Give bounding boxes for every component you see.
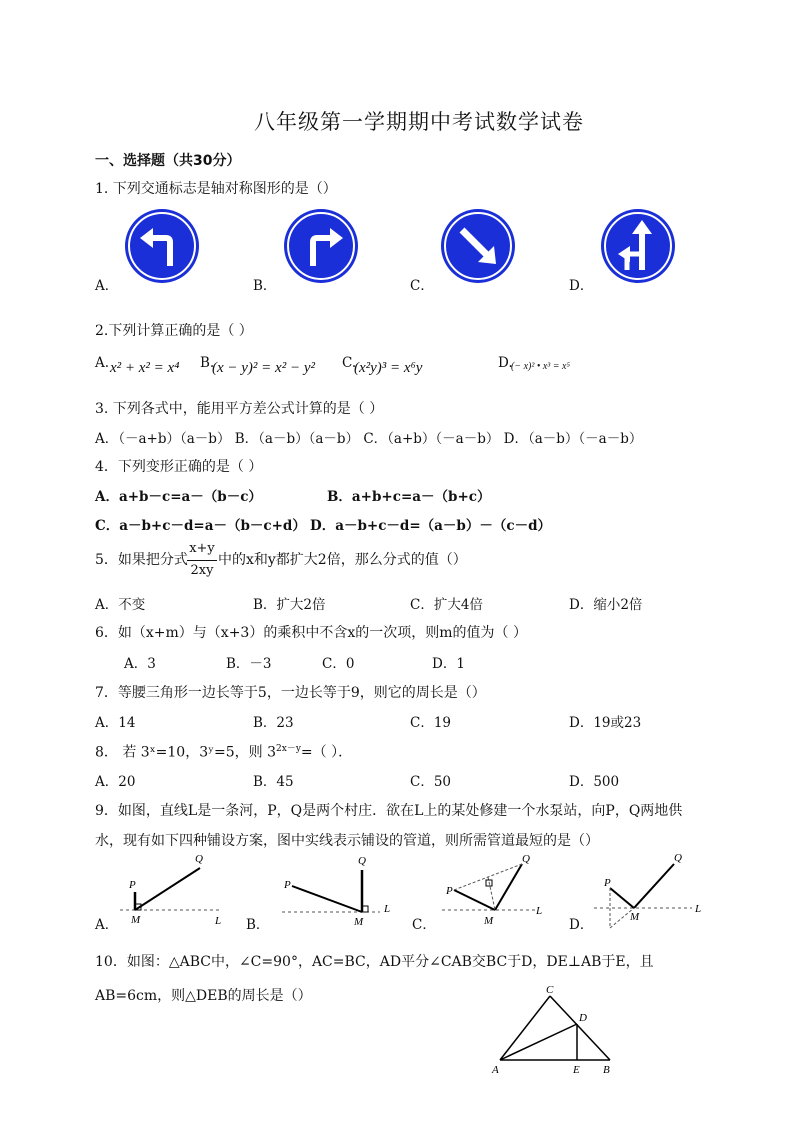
q9-label-d: D．: [569, 917, 594, 933]
label-m: M: [354, 916, 364, 928]
label-e: E: [573, 1064, 580, 1076]
straight-or-left-sign-icon: [600, 208, 676, 284]
question-9-line2: 水，现有如下四种铺设方案，图中实线表示铺设的管道，则所需管道最短的是（）: [95, 833, 599, 849]
q6-option-d: D．1: [432, 656, 465, 672]
q9-diagram-b: [280, 850, 405, 930]
q2-expr-b: (x − y)² = x² − y²: [212, 360, 315, 376]
fraction-denominator: 2xy: [190, 563, 214, 578]
q2-expr-c: (x²y)³ = x⁶y: [354, 360, 423, 376]
q8-option-b: B．45: [253, 774, 294, 790]
label-q: Q: [195, 853, 203, 865]
q7-option-d: D．19或23: [569, 715, 642, 731]
q3-options: A．（－a+b）（a－b） B．（a－b）（a－b） C．（a+b）（－a－b） D．（a－b）（－a－b）: [95, 431, 643, 447]
question-6: 6．如（x+m）与（x+3）的乘积中不含x的一次项，则m的值为（ ）: [95, 625, 527, 641]
question-5-prefix: 5．如果把分式: [95, 552, 188, 568]
q8-option-a: A．20: [95, 774, 136, 790]
q8-text-post: =（ ）．: [300, 744, 353, 761]
fraction-numerator: x+y: [189, 541, 215, 556]
q9-label-a: A．: [95, 917, 119, 933]
q1-label-c: C．: [410, 278, 434, 294]
q8-option-d: D．500: [569, 774, 620, 790]
q10-triangle-diagram: [488, 982, 618, 1077]
label-p: P: [446, 885, 453, 897]
label-c: C: [546, 984, 554, 996]
q6-option-b: B．－3: [226, 656, 272, 672]
turn-left-sign-icon: [124, 208, 200, 284]
label-b: B: [603, 1064, 610, 1076]
page-title: 八年级第一学期期中考试数学试卷: [254, 110, 584, 134]
q5-option-b: B．扩大2倍: [253, 597, 326, 613]
q7-option-b: B．23: [253, 715, 294, 731]
q8-exponent: 2x－y: [276, 744, 301, 754]
label-d: D: [579, 1012, 587, 1024]
q5-option-a: A．不变: [95, 597, 146, 613]
q4-option-b: B．a+b+c=a－（b+c）: [327, 489, 491, 505]
q4-option-d: D．a－b+c－d=（a－b）－（c－d）: [310, 518, 552, 534]
label-p: P: [604, 877, 611, 889]
q9-diagram-d: [592, 848, 712, 930]
q7-option-c: C．19: [410, 715, 452, 731]
diagonal-arrow-sign-icon: [440, 208, 516, 284]
label-p: P: [284, 879, 291, 891]
q1-label-a: A．: [95, 278, 119, 294]
label-l: L: [215, 915, 222, 927]
label-p: P: [129, 879, 136, 891]
question-8: [95, 741, 352, 762]
q5-option-d: D．缩小2倍: [569, 597, 643, 613]
fraction-bar: [187, 560, 217, 561]
q4-option-a: A．a+b－c=a－（b－c）: [95, 489, 262, 505]
q9-diagram-c: [440, 850, 560, 930]
q7-option-a: A．14: [95, 715, 136, 731]
label-m: M: [131, 914, 141, 926]
q6-option-c: C．0: [322, 656, 355, 672]
q2-expr-d: (− x)² • x³ = x⁵: [511, 361, 570, 372]
label-l: L: [536, 905, 543, 917]
q9-label-c: C．: [412, 917, 436, 933]
turn-right-sign-icon: [283, 208, 359, 284]
q1-label-b: B．: [253, 278, 277, 294]
question-2: 2.下列计算正确的是（ ）: [95, 323, 253, 339]
q2-label-b: B.: [200, 355, 215, 371]
q4-option-c: C．a－b+c－d=a－（b－c+d）: [95, 518, 306, 534]
question-3: 3. 下列各式中，能用平方差公式计算的是（ ）: [95, 401, 384, 417]
question-10-line2: AB=6cm，则△DEB的周长是（）: [95, 988, 312, 1004]
label-q: Q: [522, 853, 530, 865]
question-4: 4．下列变形正确的是（ ）: [95, 459, 263, 475]
label-l: L: [384, 903, 391, 915]
label-q: Q: [674, 852, 682, 864]
q8-option-c: C．50: [410, 774, 452, 790]
question-7: 7．等腰三角形一边长等于5，一边长等于9，则它的周长是（）: [95, 685, 486, 701]
q2-label-a: A.: [95, 355, 110, 371]
q5-option-c: C．扩大4倍: [410, 597, 483, 613]
label-q: Q: [358, 855, 366, 867]
question-1: 1. 下列交通标志是轴对称图形的是（）: [95, 181, 337, 197]
q9-label-b: B．: [246, 917, 270, 933]
q8-text-pre: 8． 若 3ˣ=10，3ʸ=5，则 3: [95, 744, 277, 761]
question-10-line1: 10．如图：△ABC中，∠C=90°，AC=BC，AD平分∠CAB交BC于D，DE⊥AB于E，且: [95, 954, 654, 970]
label-l: L: [695, 903, 702, 915]
label-m: M: [484, 915, 494, 927]
question-5-suffix: 中的x和y都扩大2倍，那么分式的值（）: [218, 552, 467, 568]
q2-expr-a: x² + x² = x⁴: [110, 360, 180, 376]
label-a: A: [492, 1064, 499, 1076]
section-heading: 一、选择题（共30分）: [95, 153, 241, 169]
q9-diagram-a: [115, 850, 235, 930]
q1-label-d: D．: [569, 278, 594, 294]
q6-option-a: A．3: [124, 656, 156, 672]
q2-label-c: C.: [342, 355, 357, 371]
question-9-line1: 9．如图，直线L是一条河，P，Q是两个村庄．欲在L上的某处修建一个水泵站，向P，Q两地供: [95, 803, 683, 819]
q2-label-d: D.: [498, 355, 513, 371]
label-m: M: [630, 911, 640, 923]
